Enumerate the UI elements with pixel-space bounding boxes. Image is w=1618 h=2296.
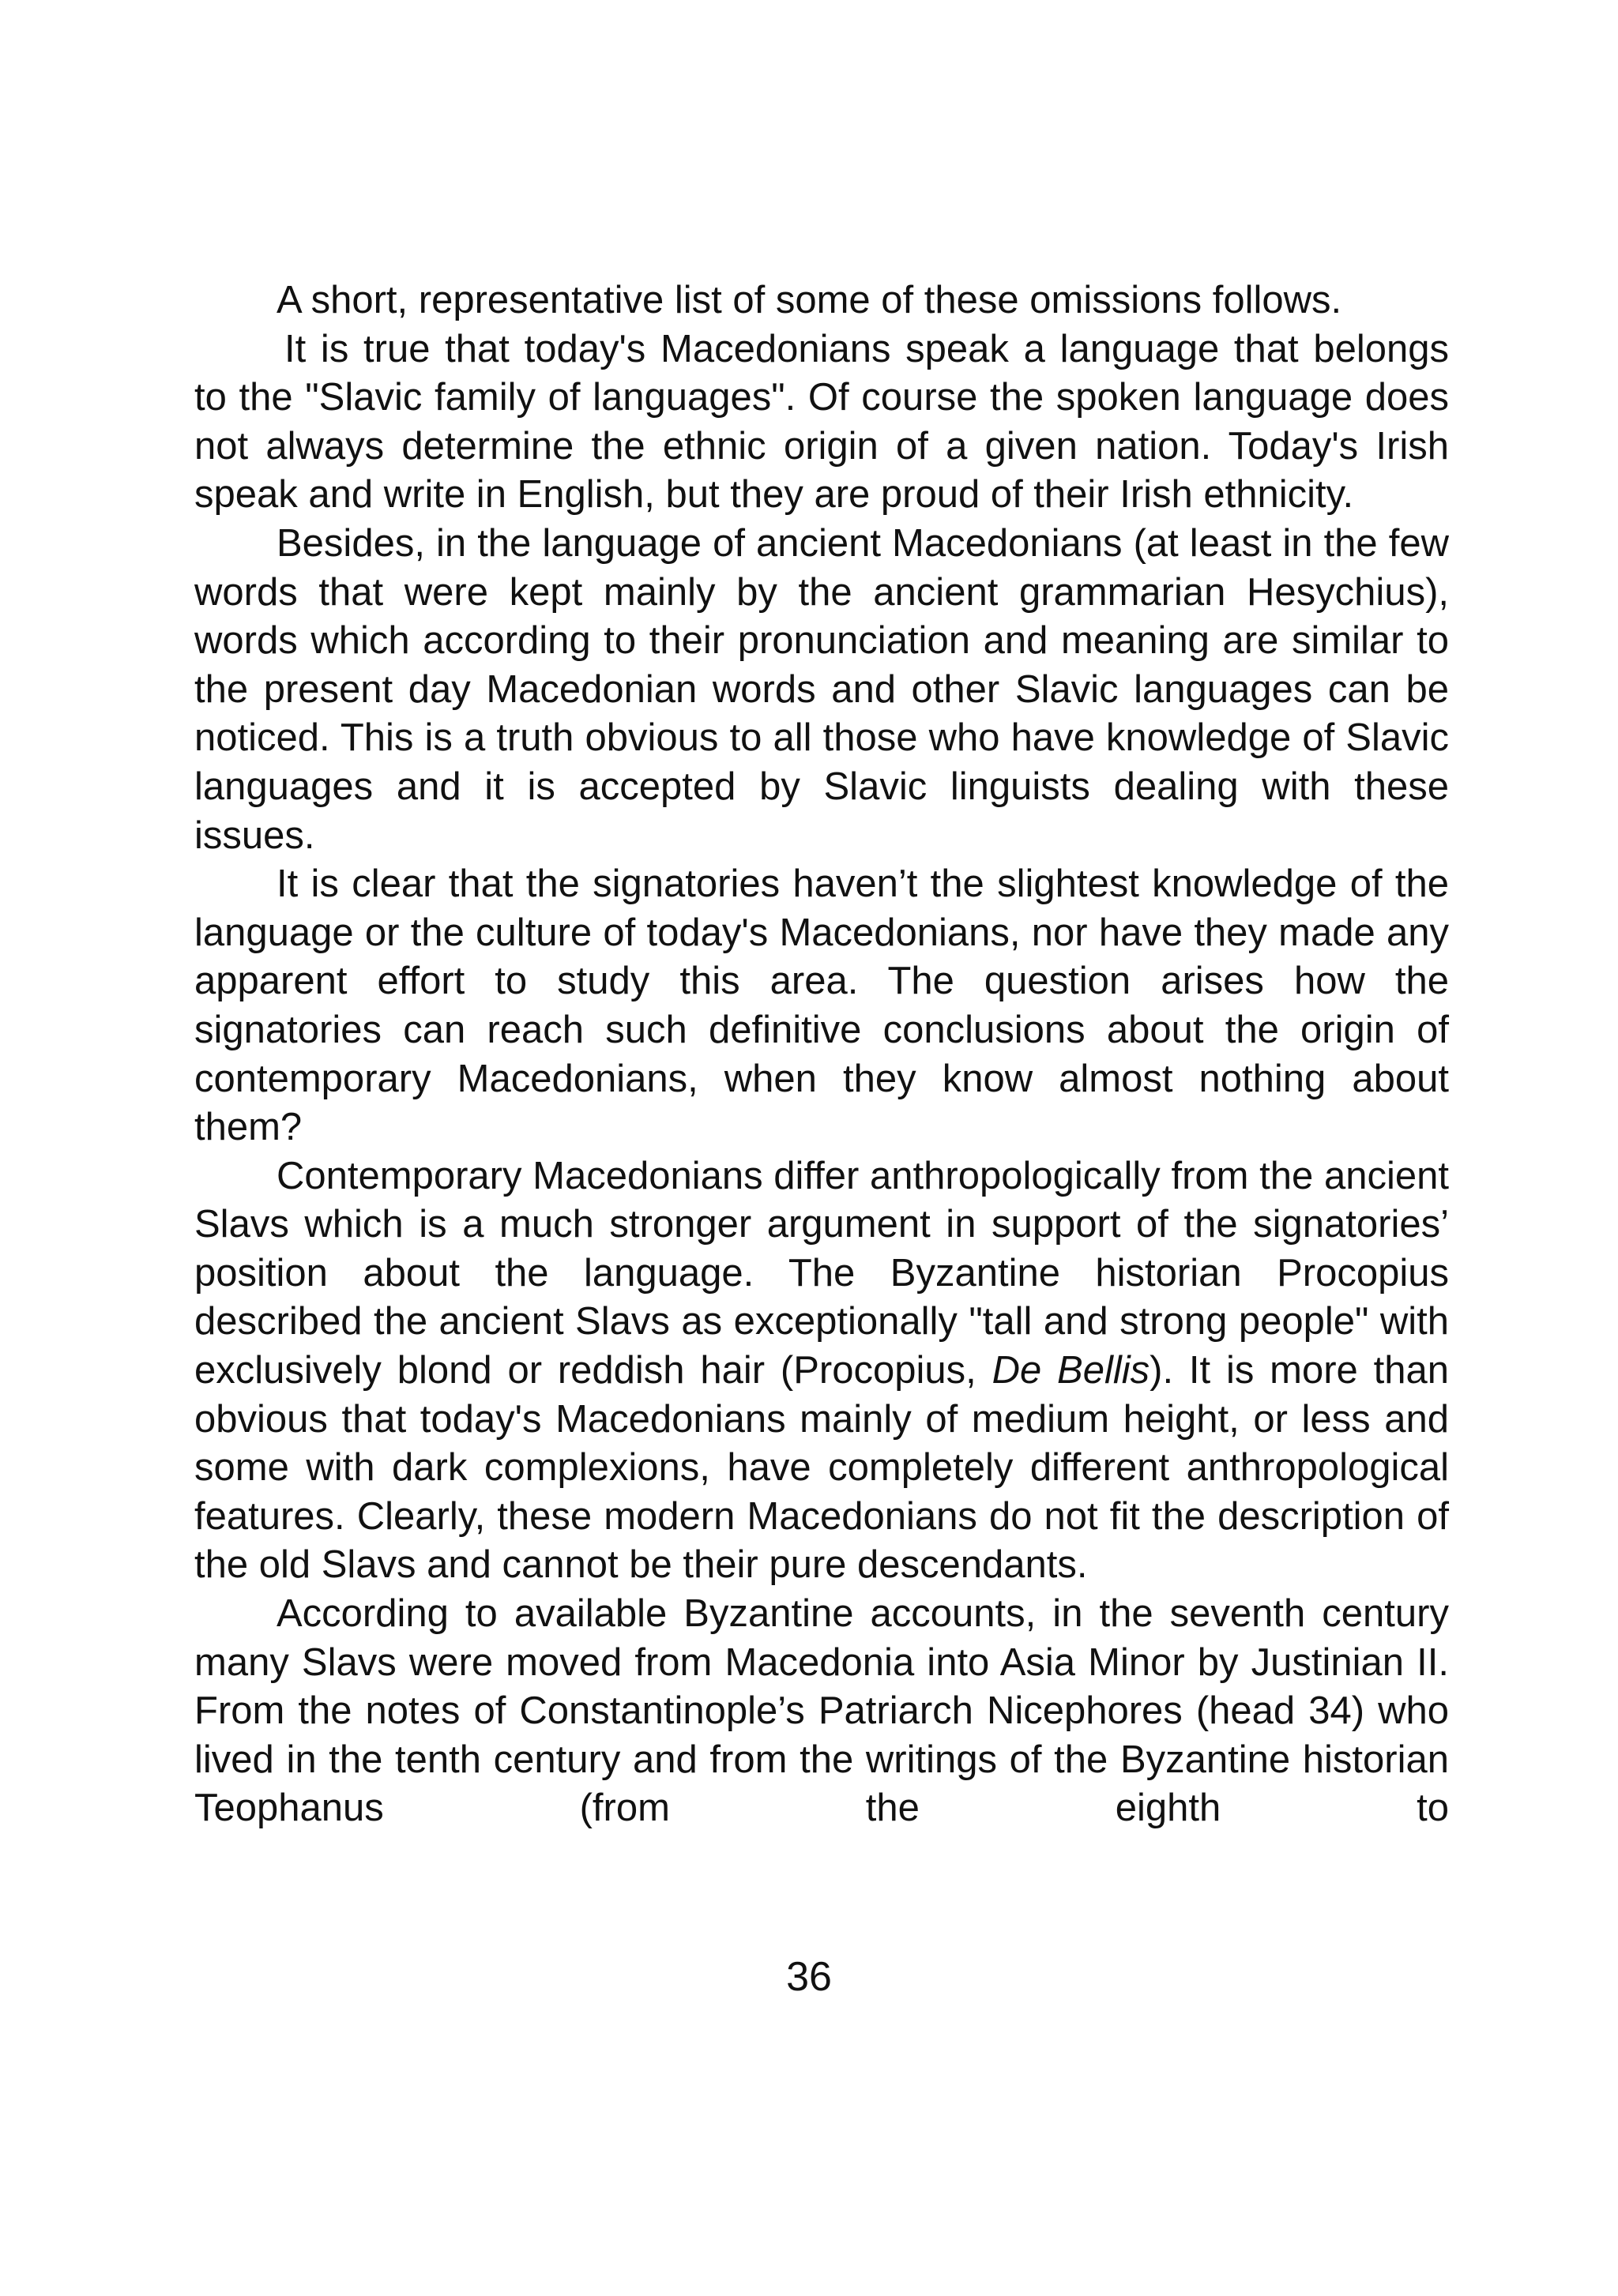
paragraph-1: A short, representative list of some of these omissions follows. [277,279,1342,321]
body-text [194,276,1449,1833]
page-number: 36 [786,1954,832,2000]
paragraph-2: It is true that today's Macedonians speak a language that belongs to the "Slavic family of languages". Of course the spoken language does not always determine the ethnic origin of a given nation. Today's Irish speak and write in English, but they are proud of their Irish ethnicity. [194,327,1449,517]
paragraph-5-text-after: ). It is more than obvious that today's Macedonians mainly of medium height, or less and some with dark complexions, have completely different anthropological features. Clearly, these modern Macedonians do not fit the description of the old Slavs and cannot be their pure descendants. [194,1349,1449,1587]
paragraph-4: It is clear that the signatories haven’t the slightest knowledge of the language or the culture of today's Macedonians, nor have they made any apparent effort to study this area. The question arises how the signatories can reach such definitive conclusions about the origin of contemporary Macedonians, when they know almost nothing about them? [194,862,1449,1149]
paragraph-5 [194,1152,1449,1590]
paragraph-3: Besides, in the language of ancient Macedonians (at least in the few words that were kept mainly by the ancient grammarian Hesychius), words which according to their pronunciation and meaning are similar to the present day Macedonian words and other Slavic languages can be noticed. This is a truth obvious to all those who have knowledge of Slavic languages and it is accepted by Slavic linguists dealing with these issues. [194,521,1449,857]
book-title-de-bellis: De Bellis [991,1349,1150,1392]
paragraph-6: According to available Byzantine accounts, in the seventh century many Slavs were moved from Macedonia into Asia Minor by Justinian II. From the notes of Constantinople’s Patriarch Nicephores (head 34) who lived in the tenth century and from the writings of the Byzantine historian Teophanus (from the eighth to [194,1592,1449,1830]
paragraph-5-text-before: Contemporary Macedonians differ anthropologically from the ancient Slavs which is a much stronger argument in support of the signatories’ position about the language. The Byzantine historian Procopius described the ancient Slavs as exceptionally "tall and strong people" with exclusively blond or reddish hair (Procopius, [194,1154,1449,1392]
